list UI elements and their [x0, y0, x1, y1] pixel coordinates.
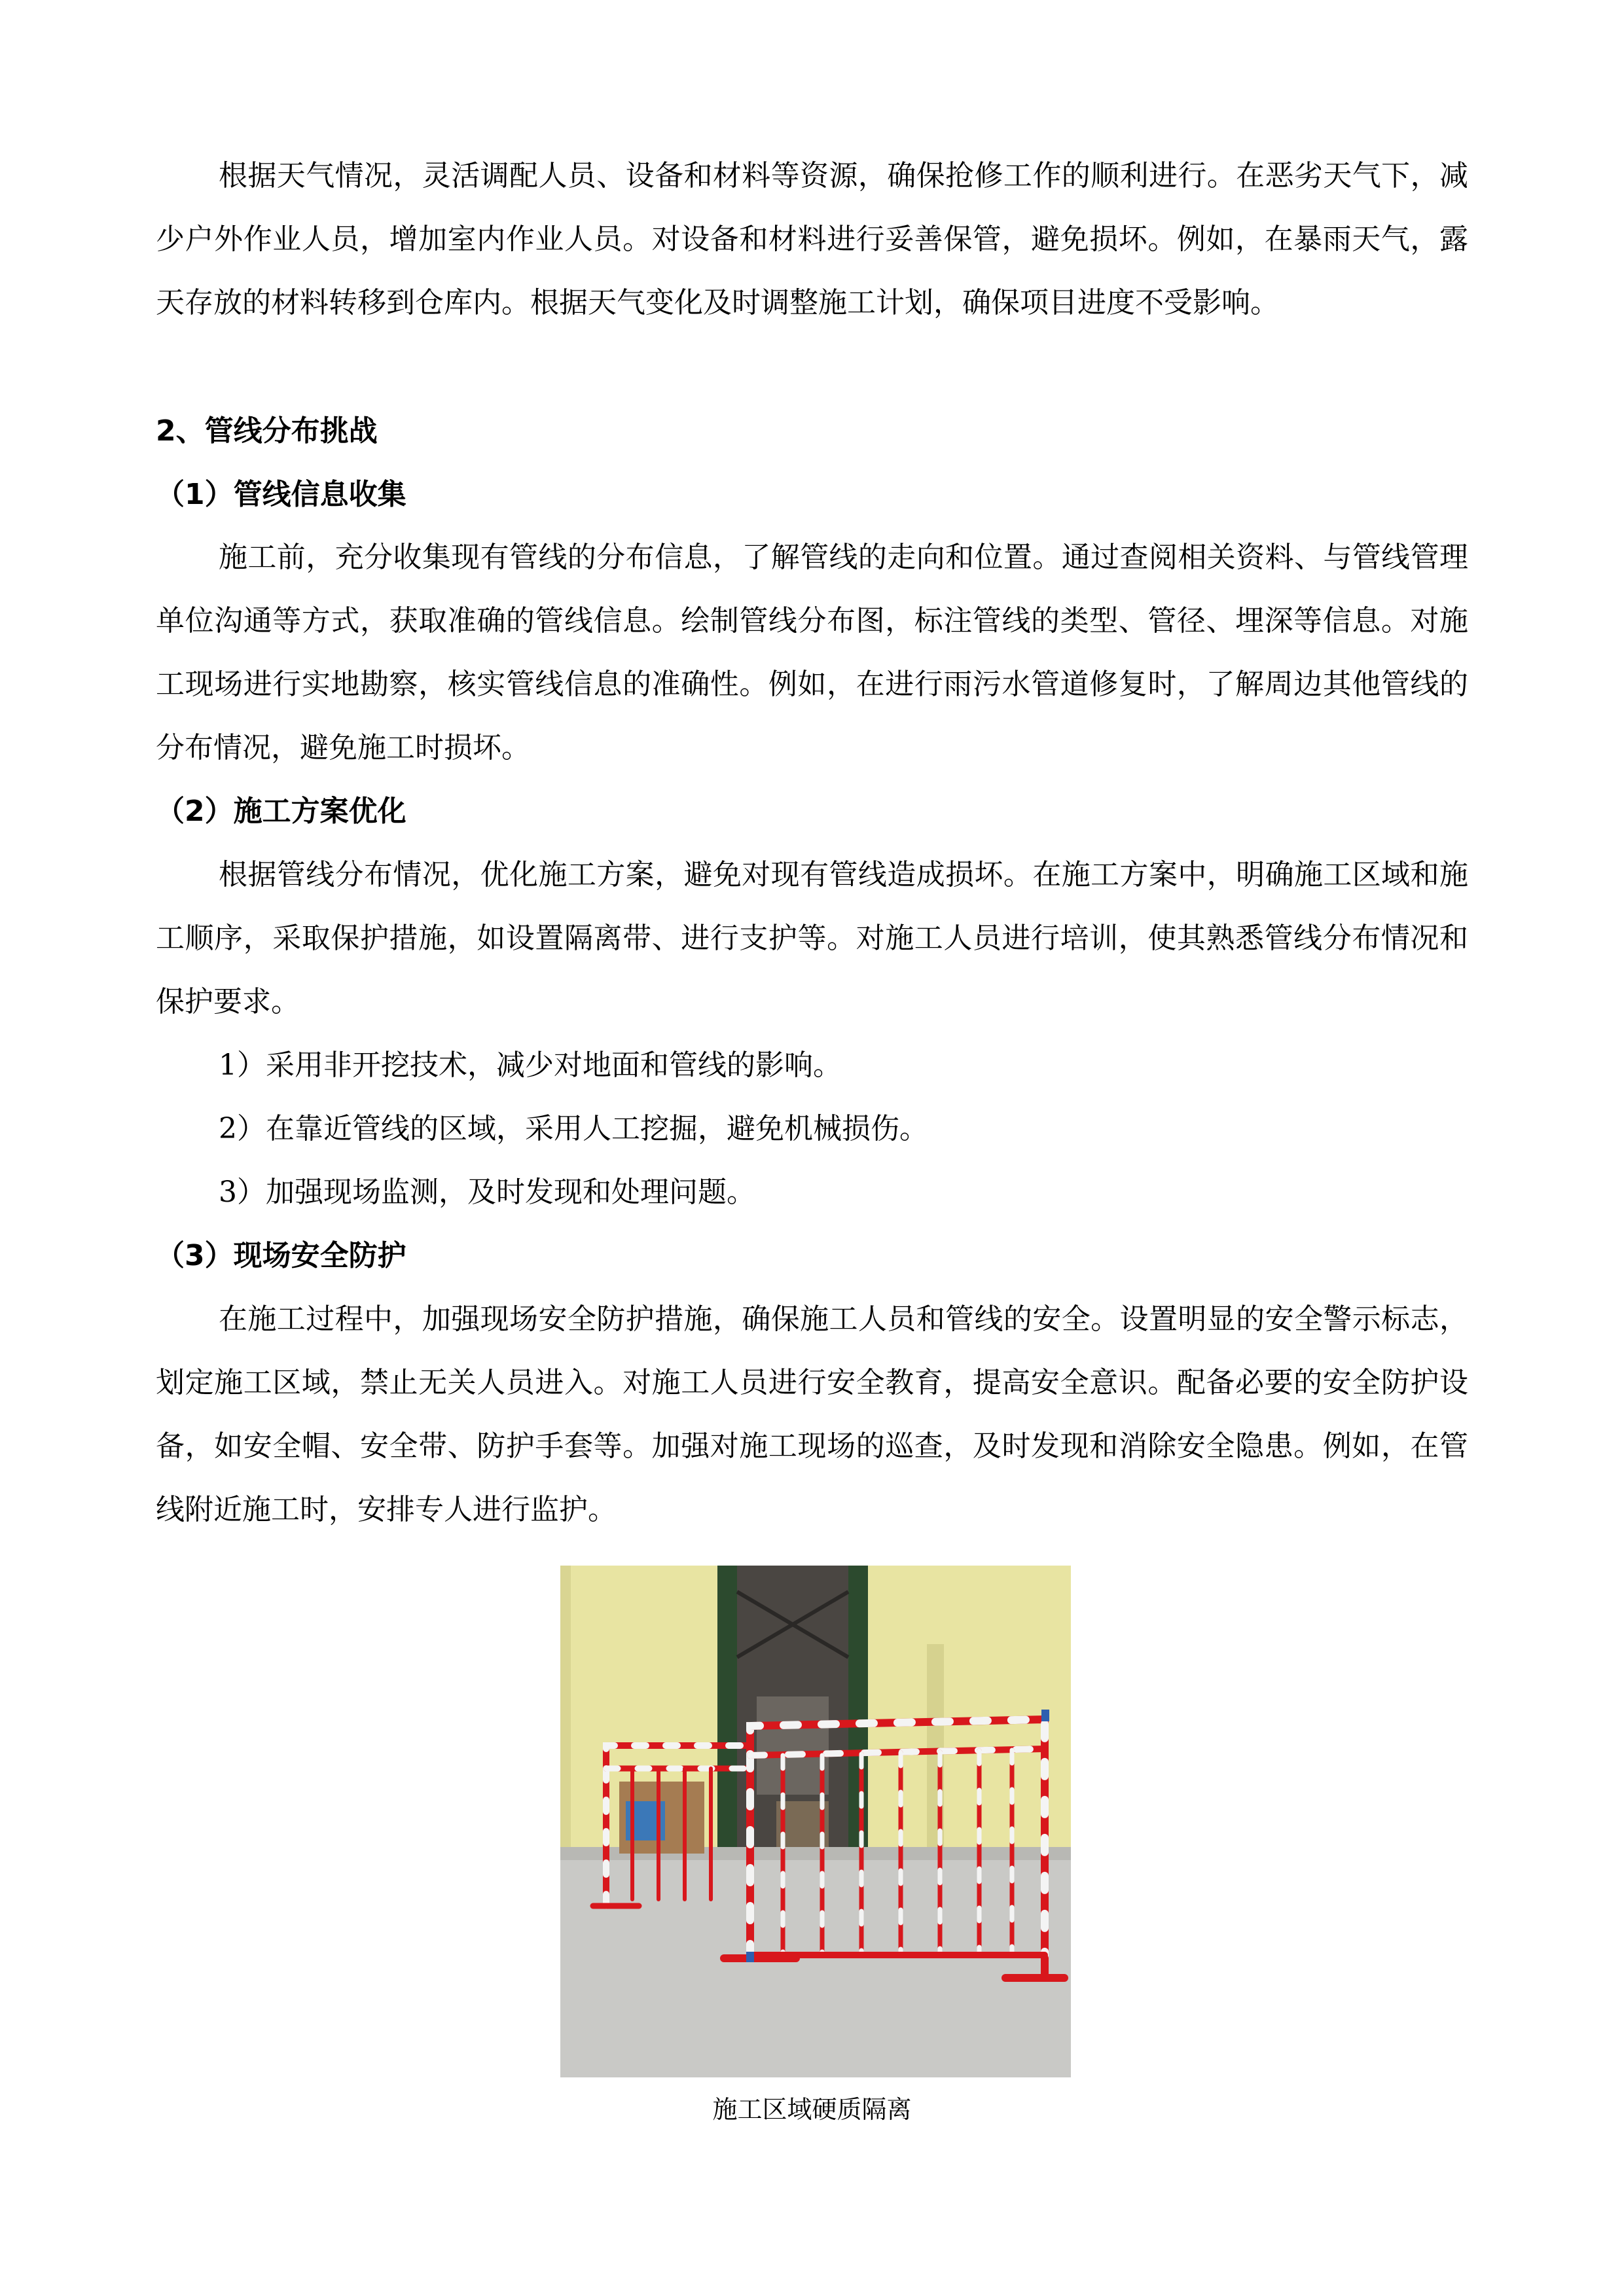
figure-caption: 施工区域硬质隔离 — [712, 2095, 912, 2124]
subheading-plan-optimization: （2）施工方案优化 — [156, 795, 406, 828]
paragraph-plan-optimization: 根据管线分布情况，优化施工方案，避免对现有管线造成损坏。在施工方案中，明确施工区域和施工顺序，采取保护措施，如设置隔离带、进行支护等。对施工人员进行培训，使其熟悉管线分布情况和保护要求。 — [156, 858, 1468, 1018]
paragraph-pipeline-info: 施工前，充分收集现有管线的分布信息，了解管线的走向和位置。通过查阅相关资料、与管线管理单位沟通等方式，获取准确的管线信息。绘制管线分布图，标注管线的类型、管径、埋深等信息。对施工现场进行实地勘察，核实管线信息的准确性。例如，在进行雨污水管道修复时，了解周边其他管线的分布情况，避免施工时损坏。 — [156, 541, 1468, 764]
subheading-site-safety: （3）现场安全防护 — [156, 1239, 406, 1272]
list-item: 3）加强现场监测，及时发现和处理问题。 — [219, 1175, 755, 1209]
list-item: 1）采用非开挖技术，减少对地面和管线的影响。 — [219, 1049, 842, 1082]
section-heading-pipeline-challenge: 2、管线分布挑战 — [156, 414, 378, 448]
list-item: 2）在靠近管线的区域，采用人工挖掘，避免机械损伤。 — [219, 1112, 928, 1145]
paragraph-site-safety: 在施工过程中，加强现场安全防护措施，确保施工人员和管线的安全。设置明显的安全警示标志，划定施工区域，禁止无关人员进入。对施工人员进行安全教育，提高安全意识。配备必要的安全防护设备，如安全帽、安全带、防护手套等。加强对施工现场的巡查，及时发现和消除安全隐患。例如，在管线附近施工时，安排专人进行监护。 — [156, 1302, 1468, 1526]
subheading-pipeline-info: （1）管线信息收集 — [156, 478, 406, 511]
barrier-photo — [560, 1566, 1071, 2077]
paragraph-weather-resources: 根据天气情况，灵活调配人员、设备和材料等资源，确保抢修工作的顺利进行。在恶劣天气下，减少户外作业人员，增加室内作业人员。对设备和材料进行妥善保管，避免损坏。例如，在暴雨天气，露天存放的材料转移到仓库内。根据天气变化及时调整施工计划，确保项目进度不受影响。 — [156, 159, 1468, 319]
